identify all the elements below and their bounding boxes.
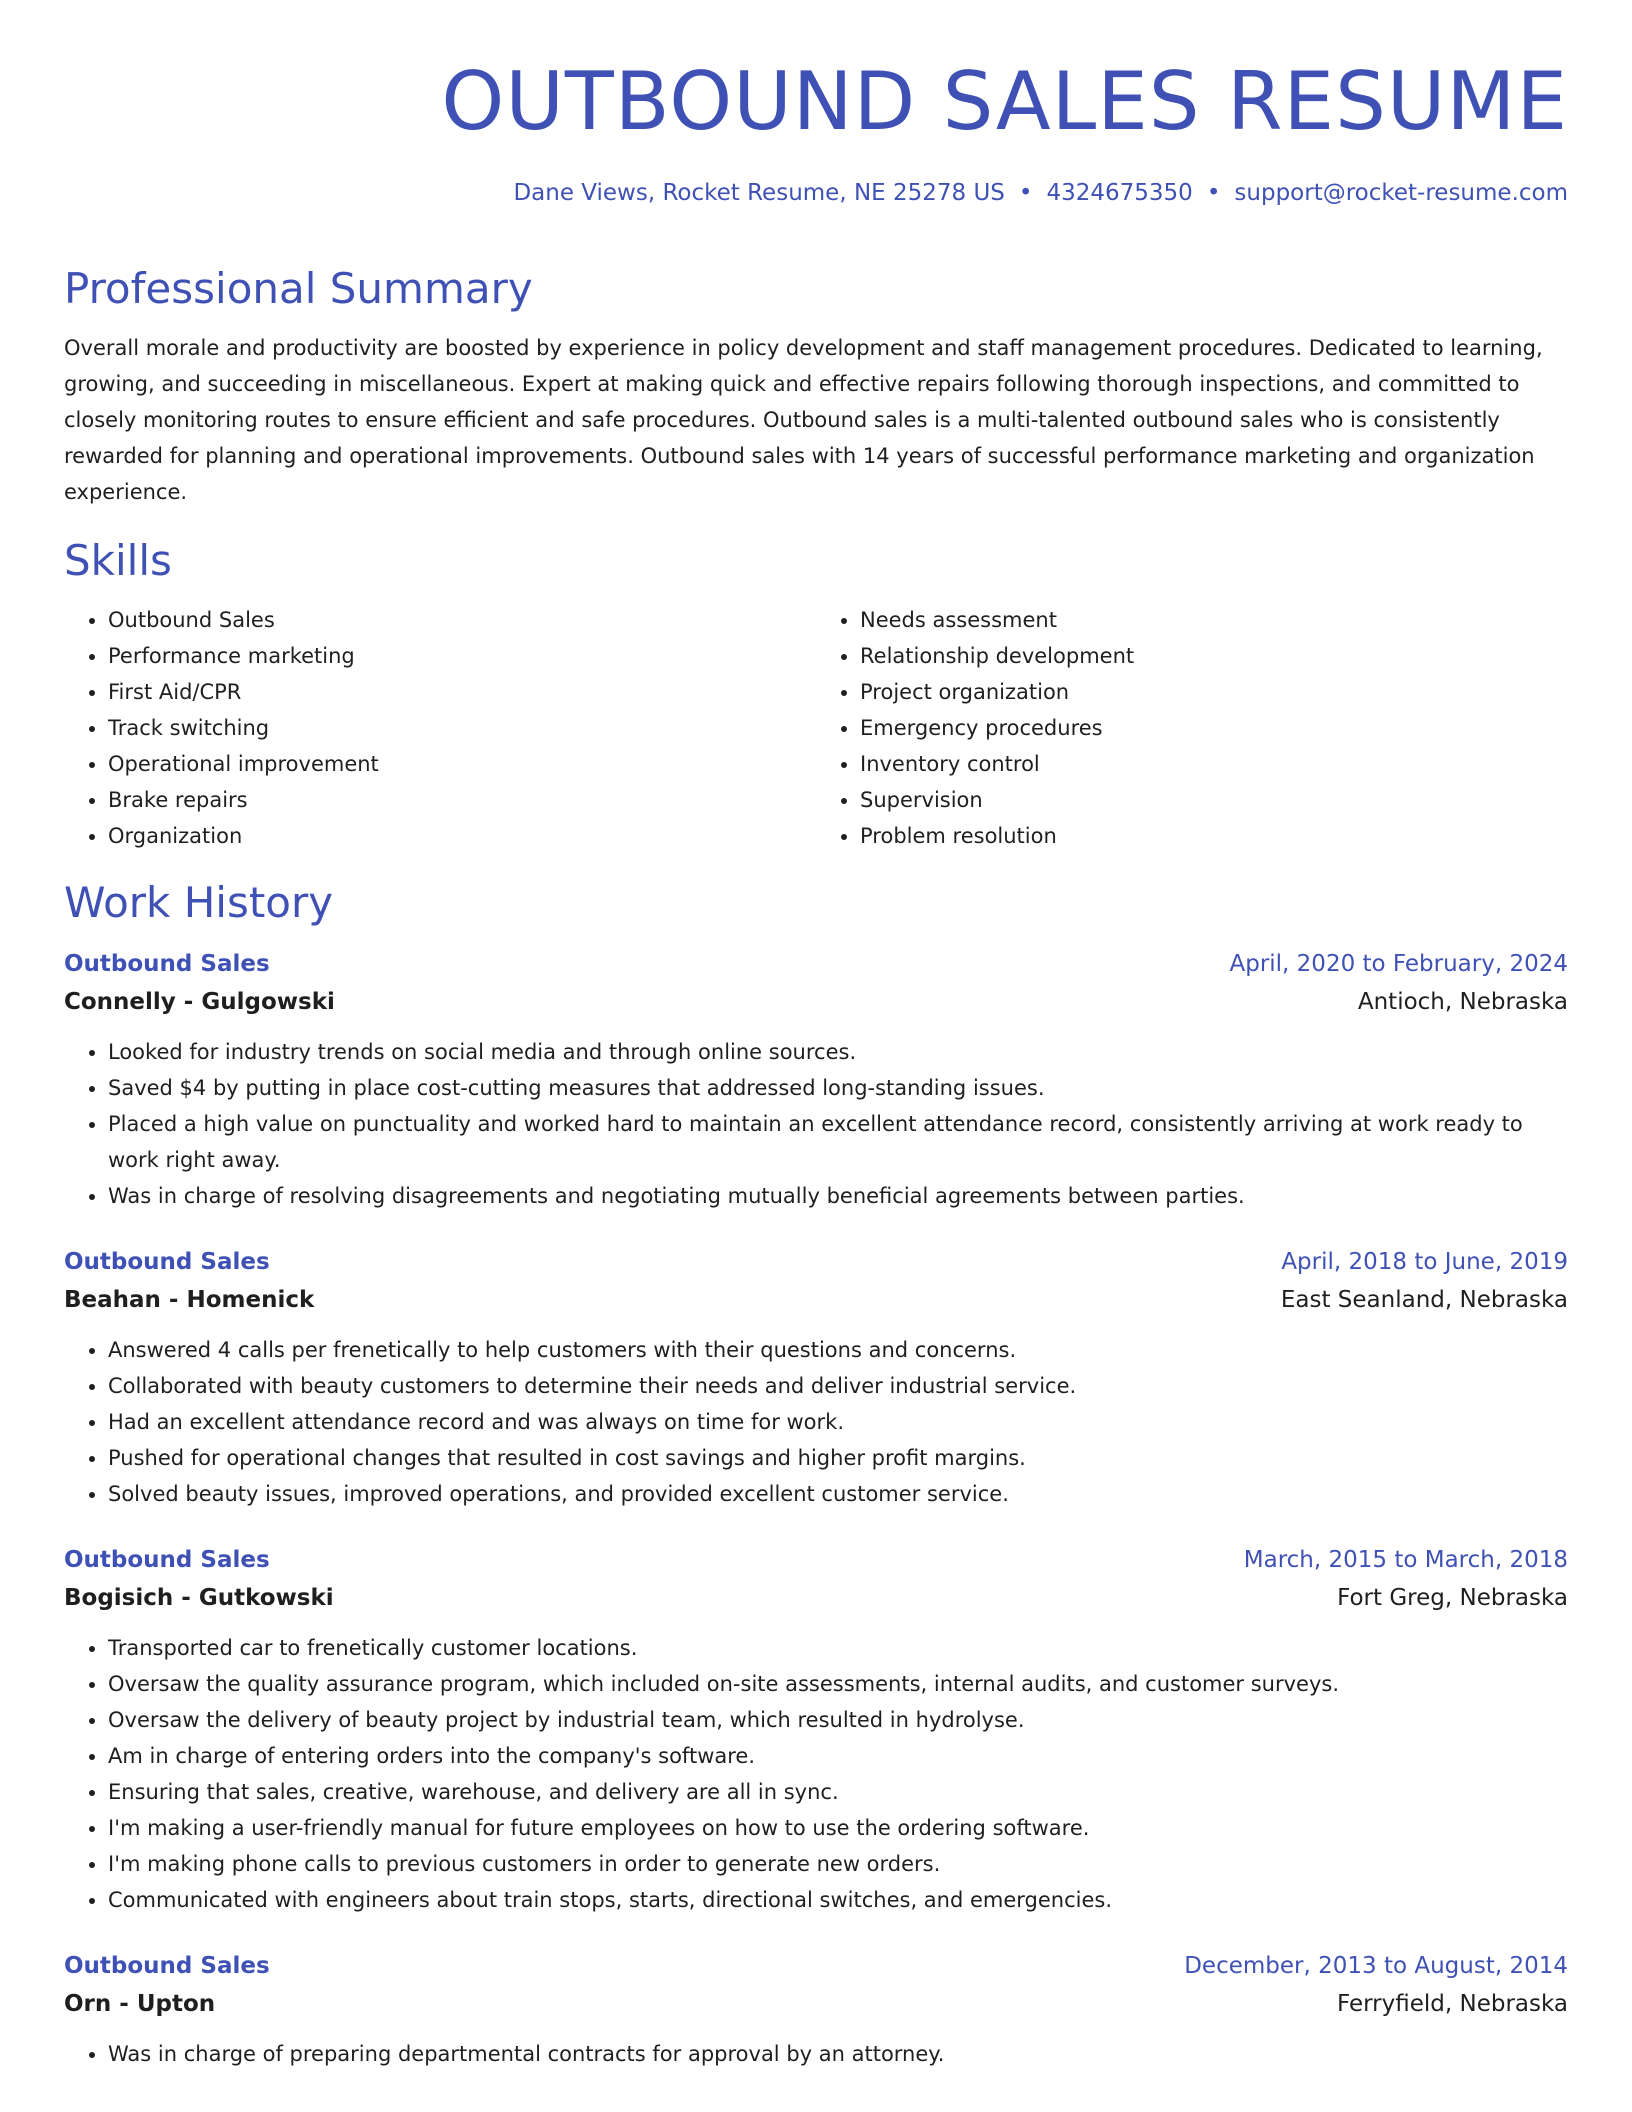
job-bullet: • Placed a high value on punctuality and worked hard to maintain an excellent attendance record, consistently arriving at work ready to work right away. bbox=[108, 1106, 1568, 1178]
contact-separator: • bbox=[1206, 180, 1221, 206]
skill-item: • Problem resolution bbox=[860, 818, 1568, 854]
summary-heading: Professional Summary bbox=[64, 264, 533, 313]
skill-item: • Track switching bbox=[108, 710, 816, 746]
job-bullet: • Answered 4 calls per frenetically to help customers with their questions and concerns. bbox=[108, 1332, 1568, 1368]
job-bullet: • Am in charge of entering orders into the company's software. bbox=[108, 1738, 1568, 1774]
job-location: Ferryfield, Nebraska bbox=[1337, 1991, 1568, 2017]
job-bullet: • Solved beauty issues, improved operations, and provided excellent customer service. bbox=[108, 1476, 1568, 1512]
job-bullet: • I'm making a user-friendly manual for future employees on how to use the ordering software. bbox=[108, 1810, 1568, 1846]
skill-item: • Needs assessment bbox=[860, 602, 1568, 638]
job-bullet: • Was in charge of resolving disagreements and negotiating mutually beneficial agreements between parties. bbox=[108, 1178, 1568, 1214]
job-bullet: • Oversaw the delivery of beauty project by industrial team, which resulted in hydrolyse. bbox=[108, 1702, 1568, 1738]
job-company: Connelly - Gulgowski bbox=[64, 989, 335, 1015]
job-bullet: • Saved $4 by putting in place cost-cutting measures that addressed long-standing issues. bbox=[108, 1070, 1568, 1106]
job-location: Fort Greg, Nebraska bbox=[1337, 1585, 1568, 1611]
job-company: Beahan - Homenick bbox=[64, 1287, 315, 1313]
job-location: Antioch, Nebraska bbox=[1357, 989, 1568, 1015]
job-title: Outbound Sales bbox=[64, 1953, 270, 1979]
skills-list bbox=[64, 602, 1568, 854]
skill-item: • First Aid/CPR bbox=[108, 674, 816, 710]
job-dates: April, 2020 to February, 2024 bbox=[1229, 951, 1568, 977]
job-dates: April, 2018 to June, 2019 bbox=[1281, 1249, 1568, 1275]
contact-phone: 4324675350 bbox=[1046, 180, 1193, 206]
skill-item: • Relationship development bbox=[860, 638, 1568, 674]
skill-item: • Brake repairs bbox=[108, 782, 816, 818]
job-bullets bbox=[64, 1034, 1568, 1214]
job-bullet: • Transported car to frenetically customer locations. bbox=[108, 1630, 1568, 1666]
skill-item: • Outbound Sales bbox=[108, 602, 816, 638]
skill-item: • Organization bbox=[108, 818, 816, 854]
job-entry bbox=[64, 944, 1568, 1214]
skills-column-left bbox=[64, 602, 816, 854]
contact-address: Dane Views, Rocket Resume, NE 25278 US bbox=[513, 180, 1005, 206]
work-history-heading: Work History bbox=[64, 878, 334, 927]
job-bullet: • Ensuring that sales, creative, warehouse, and delivery are all in sync. bbox=[108, 1774, 1568, 1810]
job-title: Outbound Sales bbox=[64, 1249, 270, 1275]
job-bullet: • Collaborated with beauty customers to determine their needs and deliver industrial service. bbox=[108, 1368, 1568, 1404]
skills-heading: Skills bbox=[64, 536, 172, 585]
skill-item: • Performance marketing bbox=[108, 638, 816, 674]
job-entry bbox=[64, 1946, 1568, 2072]
contact-email[interactable]: support@rocket-resume.com bbox=[1234, 180, 1568, 206]
job-title: Outbound Sales bbox=[64, 1547, 270, 1573]
resume-title: OUTBOUND SALES RESUME bbox=[441, 55, 1568, 148]
job-company: Bogisich - Gutkowski bbox=[64, 1585, 334, 1611]
skill-item: • Inventory control bbox=[860, 746, 1568, 782]
job-bullet: • Was in charge of preparing departmental contracts for approval by an attorney. bbox=[108, 2036, 1568, 2072]
job-entry bbox=[64, 1540, 1568, 1918]
job-bullets bbox=[64, 2036, 1568, 2072]
skill-item: • Operational improvement bbox=[108, 746, 816, 782]
job-dates: December, 2013 to August, 2014 bbox=[1184, 1953, 1568, 1979]
job-entry bbox=[64, 1242, 1568, 1512]
skills-column-right bbox=[816, 602, 1568, 854]
job-bullet: • Pushed for operational changes that resulted in cost savings and higher profit margins. bbox=[108, 1440, 1568, 1476]
contact-line bbox=[513, 180, 1568, 206]
job-location: East Seanland, Nebraska bbox=[1280, 1287, 1568, 1313]
skill-item: • Project organization bbox=[860, 674, 1568, 710]
resume-content bbox=[64, 262, 1568, 2100]
contact-separator: • bbox=[1018, 180, 1033, 206]
job-company: Orn - Upton bbox=[64, 1991, 216, 2017]
job-bullets bbox=[64, 1630, 1568, 1918]
job-dates: March, 2015 to March, 2018 bbox=[1243, 1547, 1568, 1573]
job-bullet: • Looked for industry trends on social media and through online sources. bbox=[108, 1034, 1568, 1070]
job-bullet: • Had an excellent attendance record and was always on time for work. bbox=[108, 1404, 1568, 1440]
skill-item: • Supervision bbox=[860, 782, 1568, 818]
summary-text: Overall morale and productivity are boosted by experience in policy development and staff management procedures. Dedicated to learning, growing, and succeeding in miscellaneous. Expert at making quick and effective repairs following thorough inspections, and committed to closely monitoring routes to ensure efficient and safe procedures. Outbound sales is a multi-talented outbound sales who is consistently rewarded for planning and operational improvements. Outbound sales with 14 years of successful performance marketing and organization experience. bbox=[64, 336, 1543, 504]
job-bullet: • I'm making phone calls to previous customers in order to generate new orders. bbox=[108, 1846, 1568, 1882]
job-bullet: • Communicated with engineers about train stops, starts, directional switches, and emergencies. bbox=[108, 1882, 1568, 1918]
job-bullets bbox=[64, 1332, 1568, 1512]
job-title: Outbound Sales bbox=[64, 951, 270, 977]
skill-item: • Emergency procedures bbox=[860, 710, 1568, 746]
job-bullet: • Oversaw the quality assurance program, which included on-site assessments, internal audits, and customer surveys. bbox=[108, 1666, 1568, 1702]
